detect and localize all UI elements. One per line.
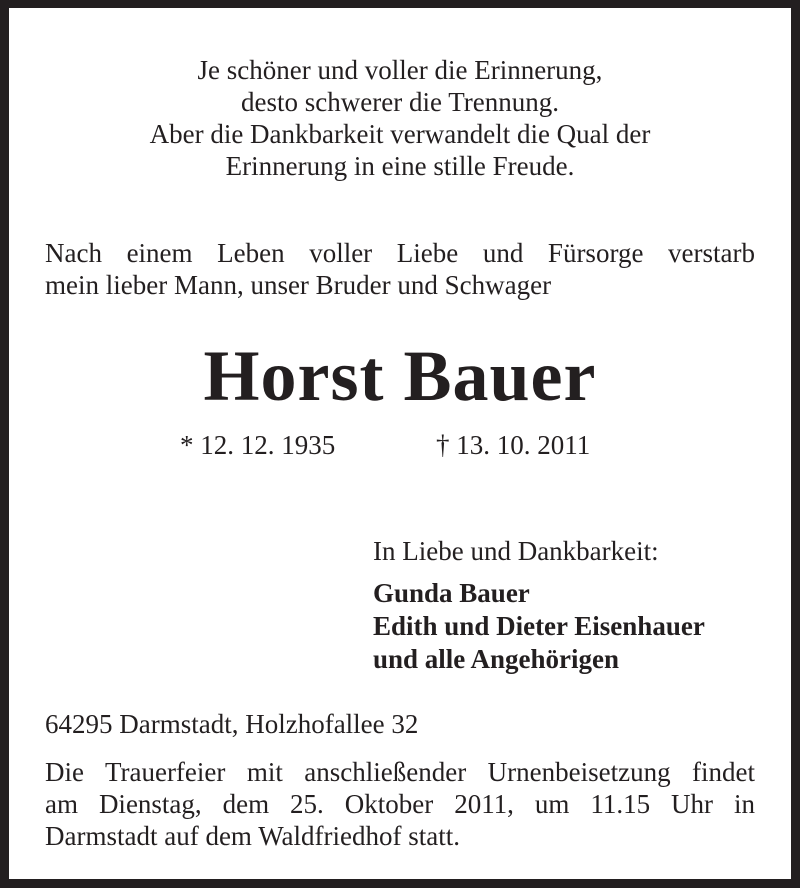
poem-line: desto schwerer die Trennung. <box>241 87 559 117</box>
mourner-name: Edith und Dieter Eisenhauer <box>373 611 705 641</box>
mourner-name: und alle Angehörigen <box>373 644 620 674</box>
birth-date: * 12. 12. 1935 <box>180 430 336 460</box>
mourners-heading: In Liebe und Dankbarkeit: <box>373 536 659 566</box>
intro-line: Nach einem Leben voller Liebe und Fürsorge verstarb <box>45 238 755 268</box>
service-line: Darmstadt auf dem Waldfriedhof statt. <box>45 821 460 851</box>
address: 64295 Darmstadt, Holzhofallee 32 <box>45 709 419 739</box>
poem-line: Aber die Dankbarkeit verwandelt die Qual der <box>149 119 651 149</box>
mourner-name: Gunda Bauer <box>373 578 530 608</box>
obituary-notice <box>9 8 791 879</box>
deceased-name: Horst Bauer <box>203 336 597 416</box>
service-line: Die Trauerfeier mit anschließender Urnenbeisetzung findet <box>45 757 755 787</box>
poem-line: Erinnerung in eine stille Freude. <box>225 151 575 181</box>
service-line: am Dienstag, dem 25. Oktober 2011, um 11.15 Uhr in <box>45 789 755 819</box>
poem-line: Je schöner und voller die Erinnerung, <box>197 55 603 85</box>
death-date: † 13. 10. 2011 <box>436 430 591 460</box>
intro-line: mein lieber Mann, unser Bruder und Schwager <box>45 270 552 300</box>
